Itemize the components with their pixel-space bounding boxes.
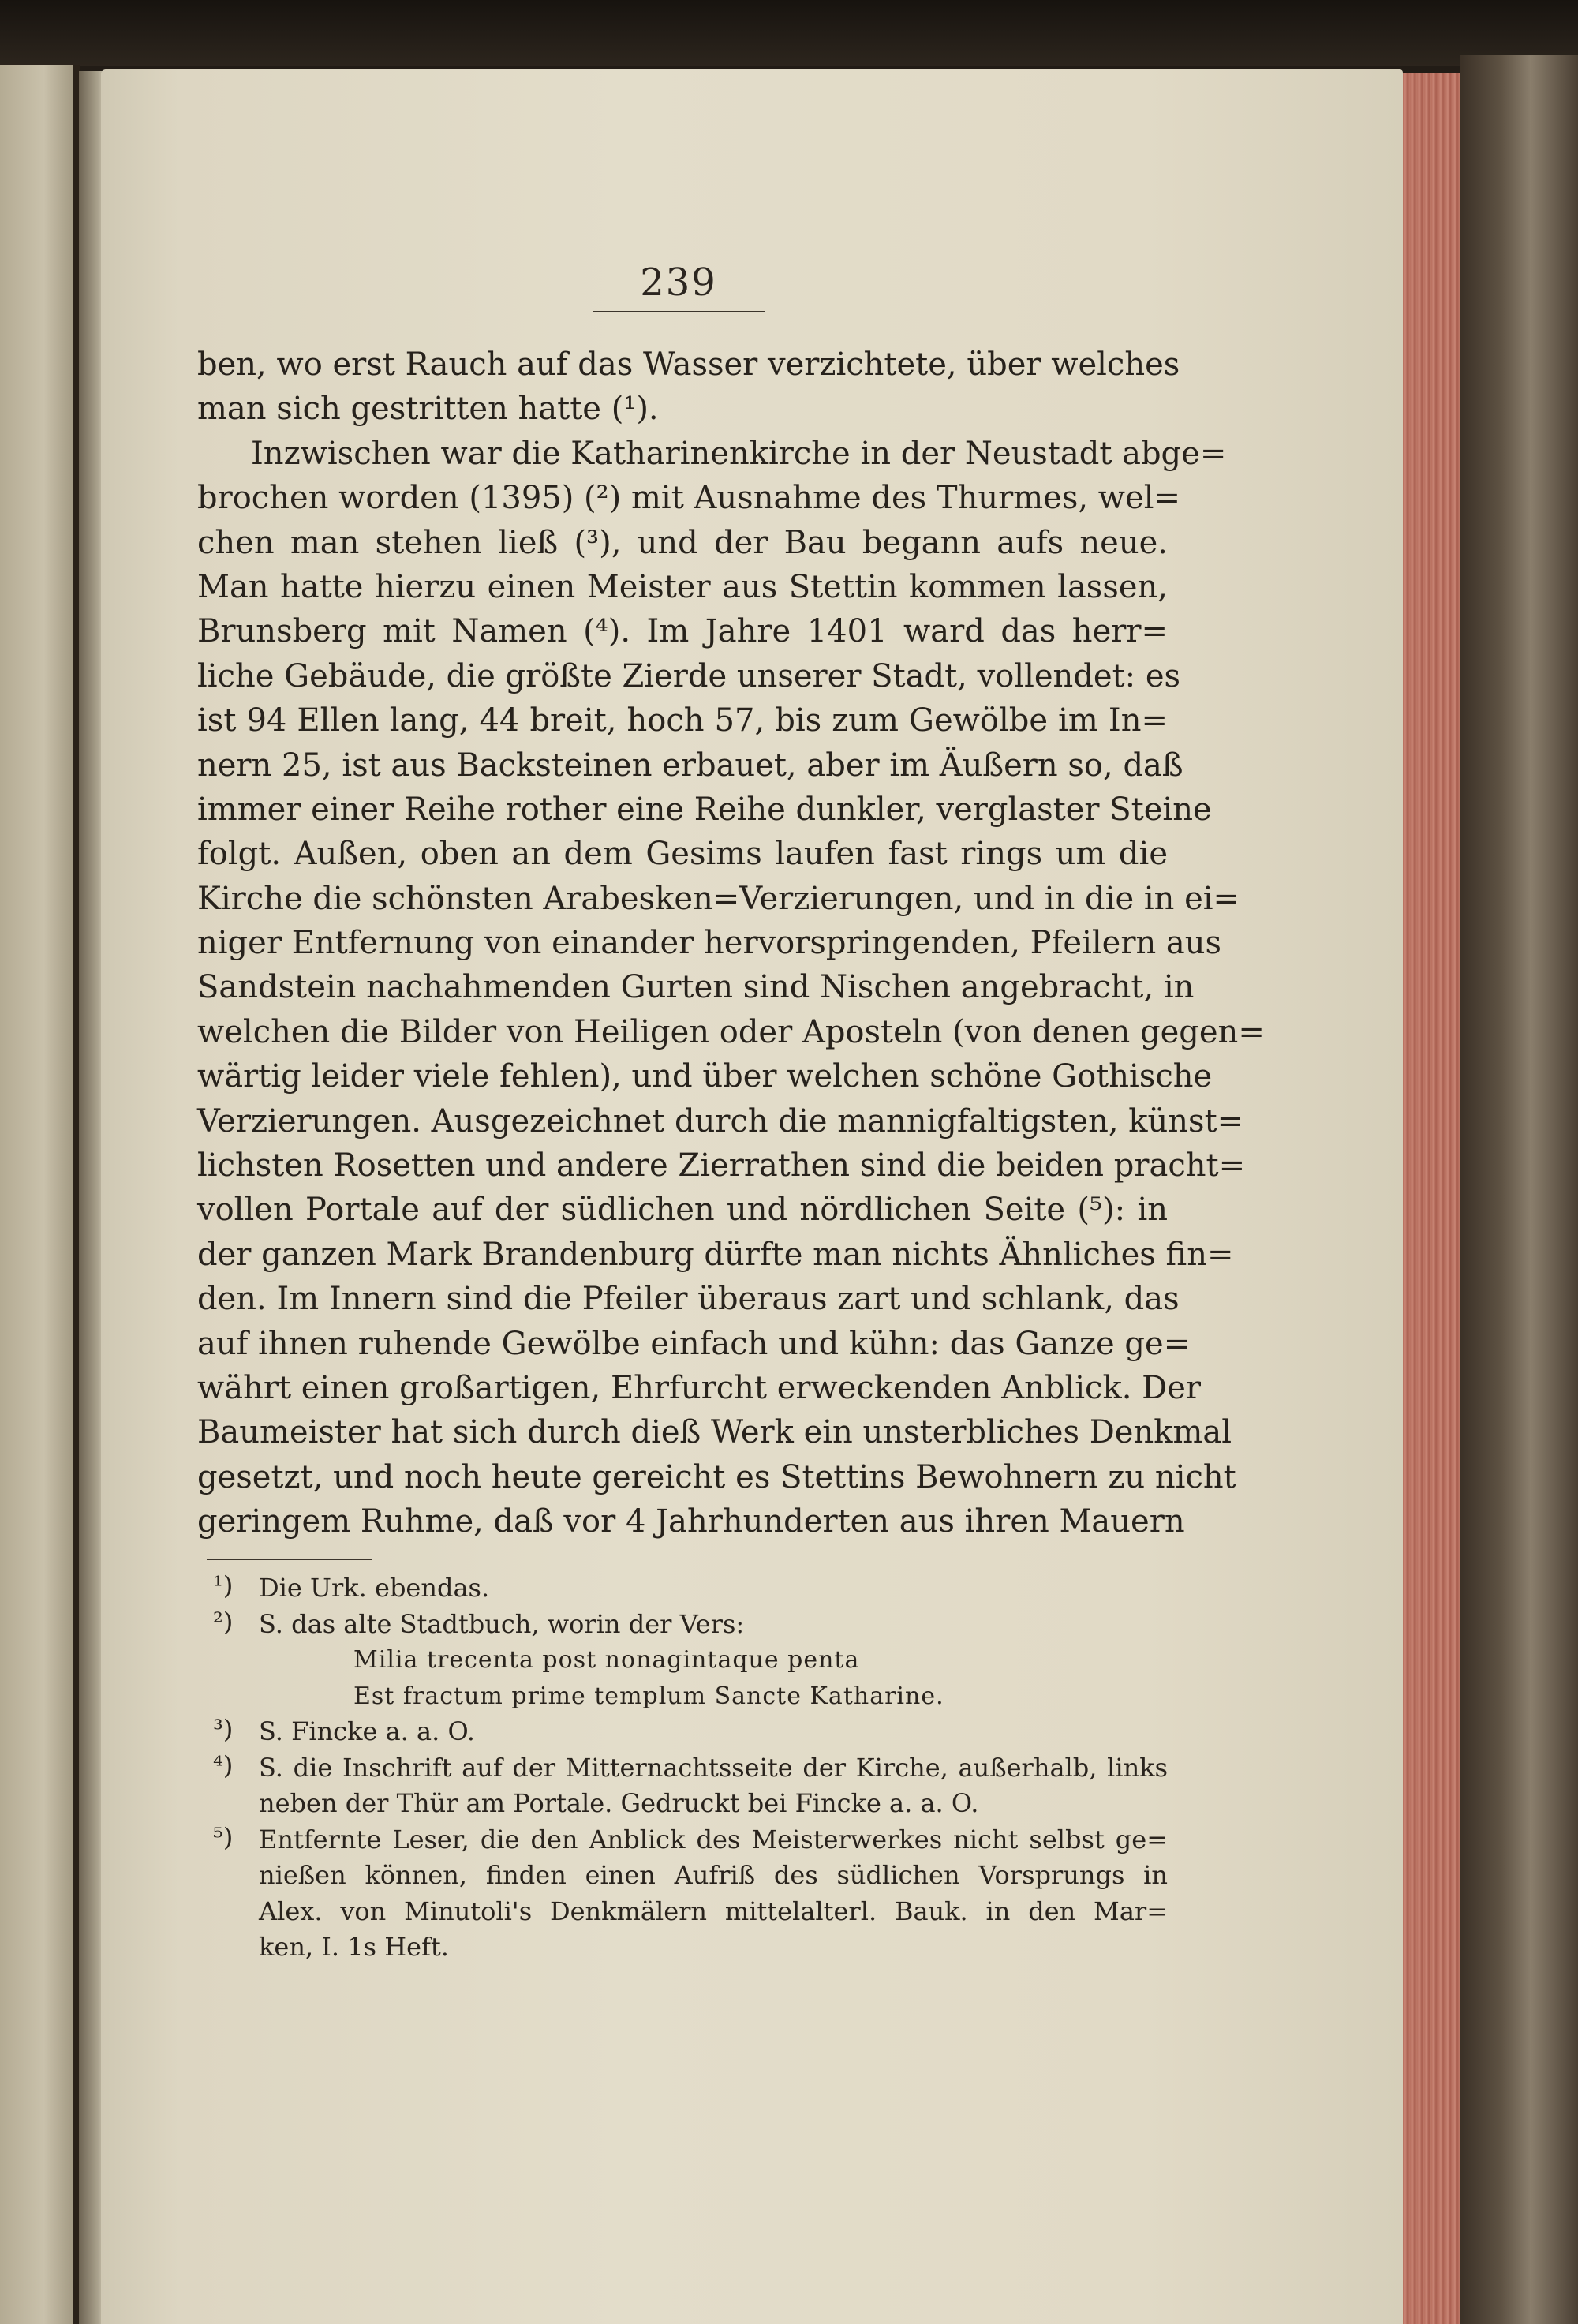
text-line: Baumeister hat sich durch dieß Werk ein unsterbliches Denkmal [197,1414,1232,1451]
text-line: niger Entfernung von einander hervorspringenden, Pfeilern aus [197,925,1222,962]
text-line: Man hatte hierzu einen Meister aus Stettin kommen lassen, [197,568,1168,605]
page-block-edges [1403,73,1460,2324]
footnote-marker: ⁴) [213,1750,234,1780]
text-line: Kirche die schönsten Arabesken=Verzierungen, und in die in ei= [197,880,1240,917]
text-line: gesetzt, und noch heute gereicht es Stettins Bewohnern zu nicht [197,1458,1236,1495]
text-line: liche Gebäude, die größte Zierde unserer Stadt, vollendet: es [197,657,1181,694]
text-line: lichsten Rosetten und andere Zierrathen sind die beiden pracht= [197,1147,1246,1184]
page-header [584,260,773,312]
book-cover-edge [1460,55,1578,2324]
facing-page-edge [0,65,80,2324]
latin-verse-line: Milia trecenta post nonagintaque penta [353,1646,860,1674]
footnote-marker: ²) [213,1606,234,1637]
page-number: 239 [640,260,717,305]
footnote [213,1750,1168,1822]
text-line: ist 94 Ellen lang, 44 breit, hoch 57, bis zum Gewölbe im In= [197,702,1168,739]
footnote-marker: ¹) [213,1570,234,1600]
latin-verse-line: Est fractum prime templum Sancte Katharine. [353,1682,944,1710]
footnote-line: nießen können, finden einen Aufriß des südlichen Vorsprungs in [259,1860,1168,1890]
header-rule [593,311,765,312]
footnote-line: Die Urk. ebendas. [259,1573,490,1603]
footnotes [213,1570,1168,1966]
text-line: man sich gestritten hatte (¹). [197,391,659,428]
text-line: ben, wo erst Rauch auf das Wasser verzichtete, über welches [197,346,1180,383]
footnote [213,1607,1168,1715]
text-line: Sandstein nachahmenden Gurten sind Nischen angebracht, in [197,969,1195,1006]
footnote [213,1714,1168,1750]
footnote-rule [207,1559,372,1560]
footnote-marker: ⁵) [213,1821,234,1852]
footnote-marker: ³) [213,1714,234,1744]
text-line: Inzwischen war die Katharinenkirche in der Neustadt abge= [251,435,1227,472]
footnote [213,1570,1168,1607]
text-line: den. Im Innern sind die Pfeiler überaus zart und schlank, das [197,1281,1180,1318]
footnote-line: ken, I. 1s Heft. [259,1932,449,1962]
text-line: auf ihnen ruhende Gewölbe einfach und kühn: das Ganze ge= [197,1325,1191,1362]
text-line: brochen worden (1395) (²) mit Ausnahme des Thurmes, wel= [197,480,1180,517]
footnote [213,1822,1168,1966]
footnote-line: S. das alte Stadtbuch, worin der Vers: [259,1608,745,1639]
text-line: währt einen großartigen, Ehrfurcht erweckenden Anblick. Der [197,1369,1201,1406]
footnote-line: Entfernte Leser, die den Anblick des Meisterwerkes nicht selbst ge= [259,1824,1168,1854]
text-line: nern 25, ist aus Backsteinen erbauet, aber im Äußern so, daß [197,747,1184,784]
text-line: wärtig leider viele fehlen), und über welchen schöne Gothische [197,1058,1213,1095]
text-line: immer einer Reihe rother eine Reihe dunkler, verglaster Steine [197,791,1212,828]
text-line: Brunsberg mit Namen (⁴). Im Jahre 1401 ward das herr= [197,613,1168,650]
text-line: Verzierungen. Ausgezeichnet durch die mannigfaltigsten, künst= [197,1102,1244,1140]
text-line: folgt. Außen, oben an dem Gesims laufen fast rings um die [197,836,1168,873]
footnote-line: neben der Thür am Portale. Gedruckt bei Fincke a. a. O. [259,1788,979,1818]
footnote-line: Alex. von Minutoli's Denkmälern mittelalterl. Bauk. in den Mar= [259,1896,1168,1926]
text-line: vollen Portale auf der südlichen und nördlichen Seite (⁵): in [197,1192,1168,1229]
book-top-edge [0,0,1578,66]
text-line: chen man stehen ließ (³), und der Bau begann aufs neue. [197,524,1168,561]
footnote-line: S. Fincke a. a. O. [259,1716,475,1746]
main-text [197,342,1265,1544]
text-line: welchen die Bilder von Heiligen oder Aposteln (von denen gegen= [197,1013,1265,1050]
text-line: geringem Ruhme, daß vor 4 Jahrhunderten aus ihren Mauern [197,1503,1185,1540]
footnote-line: S. die Inschrift auf der Mitternachtsseite der Kirche, außerhalb, links [259,1752,1168,1783]
text-line: der ganzen Mark Brandenburg dürfte man nichts Ähnliches fin= [197,1236,1234,1273]
